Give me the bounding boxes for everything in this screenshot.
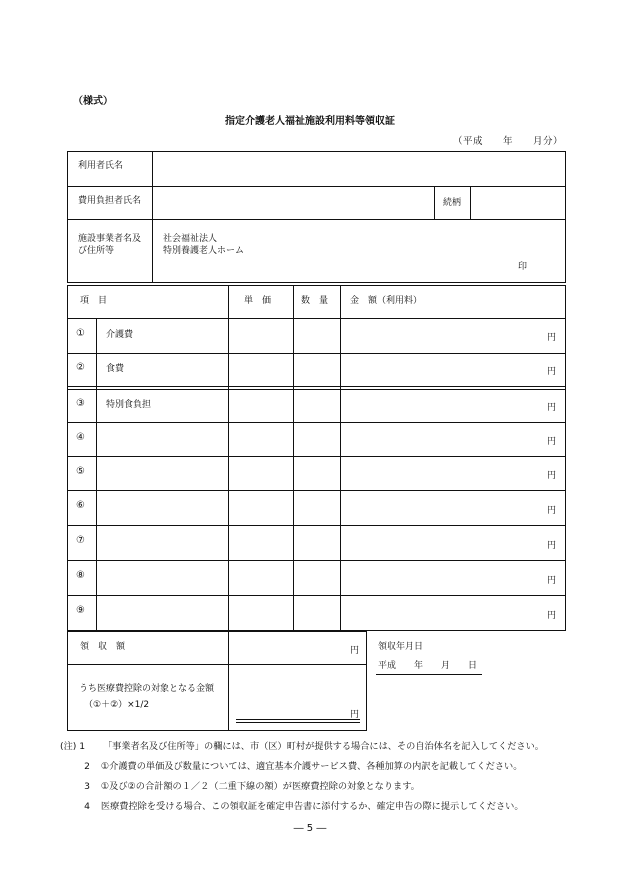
note-item xyxy=(60,797,544,817)
payer-name-label: 費用負担者氏名 xyxy=(78,196,142,206)
relation-label: 続柄 xyxy=(443,198,462,208)
info-box xyxy=(67,151,566,283)
yen-unit: 円 xyxy=(547,576,557,586)
header-quantity: 数 量 xyxy=(301,296,329,306)
yen-unit: 円 xyxy=(547,403,557,413)
table-row-line xyxy=(67,353,566,354)
table-row-line-double xyxy=(67,386,566,387)
relation-divider xyxy=(470,186,471,219)
row-label: 介護費 xyxy=(106,330,134,340)
note-text: ①及び②の合計額の１／２（二重下線の額）が医療費控除の対象となります。 xyxy=(100,781,420,792)
relation-divider xyxy=(434,186,435,219)
header-amount: 金 額（利用料） xyxy=(350,296,423,306)
document-title: 指定介護老人福祉施設利用料等領収証 xyxy=(225,116,395,127)
table-row-line xyxy=(67,422,566,423)
facility-label-line1: 施設事業者名及 xyxy=(78,234,142,244)
yen-unit: 円 xyxy=(547,333,557,343)
row-number: ① xyxy=(76,328,85,339)
deduction-label: うち医療費控除の対象となる金額 xyxy=(79,684,215,694)
quantity-column-divider xyxy=(293,285,294,631)
note-text: 医療費控除を受ける場合、この領収証を確定申告書に添付するか、確定申告の際に提示してください。 xyxy=(100,801,524,812)
note-number: 4 xyxy=(84,801,90,812)
note-number: 2 xyxy=(84,761,90,772)
row-number: ③ xyxy=(76,398,85,409)
facility-value-line1: 社会福祉法人 xyxy=(163,234,218,244)
note-item xyxy=(60,777,544,797)
notes-prefix: (注) xyxy=(60,741,77,752)
row-number: ⑥ xyxy=(76,500,85,511)
row-number: ⑤ xyxy=(76,466,85,477)
yen-unit: 円 xyxy=(547,471,557,481)
row-number: ② xyxy=(76,362,85,373)
yen-unit: 円 xyxy=(547,437,557,447)
note-text: 「事業者名及び住所等」の欄には、市（区）町村が提供する場合には、その自治体名を記入してください。 xyxy=(102,741,544,752)
note-number: 1 xyxy=(79,741,86,752)
table-row-line xyxy=(67,456,566,457)
info-row-line xyxy=(67,186,566,187)
yen-unit: 円 xyxy=(547,541,557,551)
yen-unit: 円 xyxy=(547,611,557,621)
receipt-row-line xyxy=(67,664,367,665)
header-row-line xyxy=(67,318,566,319)
header-unit-price: 単 価 xyxy=(244,296,272,306)
page-number: ― 5 ― xyxy=(293,823,327,834)
received-yen-unit: 円 xyxy=(350,646,360,656)
seal-mark: 印 xyxy=(518,262,528,272)
row-number: ⑦ xyxy=(76,535,85,546)
row-label: 食費 xyxy=(106,364,125,374)
user-name-label: 利用者氏名 xyxy=(78,161,124,171)
note-item xyxy=(60,757,544,777)
note-item xyxy=(60,737,544,757)
receipt-divider xyxy=(228,631,229,664)
deduction-formula: （①＋②）×1/2 xyxy=(84,700,150,710)
header-item: 項 目 xyxy=(80,296,108,306)
received-amount-label: 領 収 額 xyxy=(80,642,126,652)
notes-section xyxy=(60,737,544,817)
receipt-date-value: 平成 年 月 日 xyxy=(378,661,478,671)
deduction-divider xyxy=(228,664,229,731)
row-number: ⑧ xyxy=(76,570,85,581)
deduction-double-underline xyxy=(236,722,360,723)
table-row-line xyxy=(67,525,566,526)
row-number: ⑨ xyxy=(76,605,85,616)
deduction-double-underline xyxy=(236,719,360,720)
items-table xyxy=(67,285,566,631)
unit-price-column-divider xyxy=(228,285,229,631)
facility-value-line2: 特別養護老人ホーム xyxy=(163,246,245,256)
table-row-line xyxy=(67,595,566,596)
table-row-line xyxy=(67,490,566,491)
style-label: （様式） xyxy=(73,96,113,107)
yen-unit: 円 xyxy=(547,506,557,516)
note-text: ①介護費の単価及び数量については、適宜基本介護サービス費、各種加算の内訳を記載してください。 xyxy=(100,761,523,772)
receipt-date-underline xyxy=(376,674,482,675)
yen-unit: 円 xyxy=(547,367,557,377)
note-number: 3 xyxy=(84,781,90,792)
deduction-yen-unit: 円 xyxy=(350,710,360,720)
number-column-divider xyxy=(96,318,97,631)
row-number: ④ xyxy=(76,432,85,443)
receipt-date-label: 領収年月日 xyxy=(378,642,424,652)
table-row-line xyxy=(67,560,566,561)
amount-column-divider xyxy=(340,285,341,631)
info-row-line xyxy=(67,219,566,220)
facility-label-line2: び住所等 xyxy=(78,246,115,256)
info-divider xyxy=(152,151,153,283)
period-label: （平成 年 月分） xyxy=(453,136,564,147)
table-row-line-double xyxy=(67,389,566,390)
row-label: 特別食負担 xyxy=(106,400,152,410)
